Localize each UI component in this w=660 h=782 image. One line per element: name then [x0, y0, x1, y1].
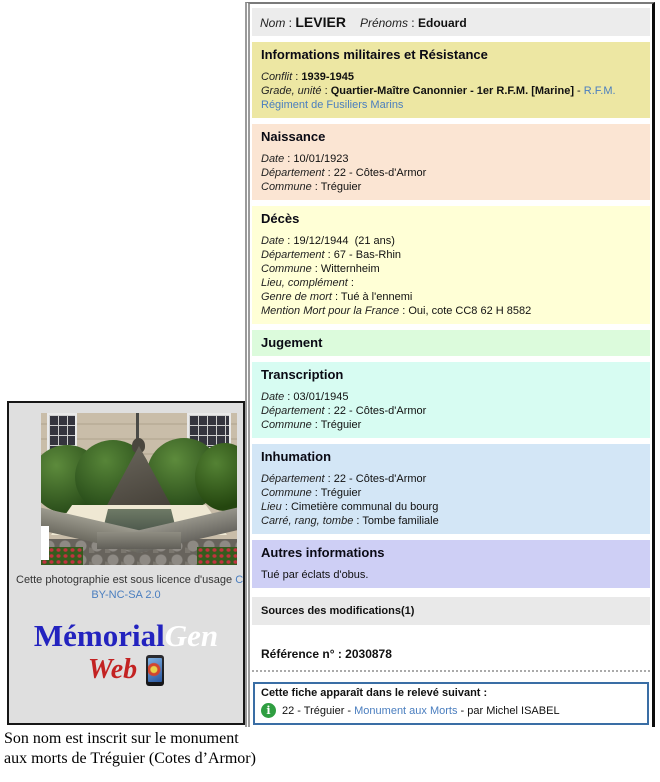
field-transcription-date: Date : 03/01/1945 — [261, 391, 349, 403]
field-grade-unite: Grade, unité : Quartier-Maître Canonnier - 1er R.F.M. [Marine] - R.F.M. Régiment de Fusiliers Marins — [261, 85, 616, 111]
field-death-mention: Mention Mort pour la France : Oui, cote CC8 62 H 8582 — [261, 305, 532, 317]
logo-gen: Gen — [164, 618, 219, 653]
reference-line: Référence n° : 2030878 — [261, 647, 392, 661]
field-death-dept: Département : 67 - Bas-Rhin — [261, 249, 402, 261]
photo-watermark — [41, 526, 49, 560]
caption — [4, 729, 256, 769]
field-death-date: Date : 19/12/1944 (21 ans) — [261, 235, 395, 247]
field-birth-date: Date : 10/01/1923 — [261, 153, 349, 165]
caption-line2: aux morts de Tréguier (Cotes d’Armor) — [4, 750, 256, 767]
photo-panel — [7, 401, 245, 725]
other-info-text: Tué par éclats d'obus. — [261, 569, 369, 581]
red-flowers — [197, 547, 237, 565]
unit-link[interactable]: R.F.M. Régiment de Fusiliers Marins — [261, 85, 616, 111]
section-burial-header: Inhumation — [261, 449, 332, 464]
releve-entry — [261, 703, 641, 718]
logo-web-line — [9, 654, 243, 686]
license-link-start[interactable]: C — [235, 574, 243, 586]
license-link-line — [9, 589, 243, 601]
prenoms-value: Edouard — [417, 16, 467, 30]
field-death-commune: Commune : Witternheim — [261, 263, 380, 275]
releve-box — [253, 682, 649, 725]
field-burial-dept: Département : 22 - Côtes-d'Armor — [261, 473, 427, 485]
field-conflit: Conflit : 1939-1945 — [261, 71, 354, 83]
dotted-separator — [252, 670, 650, 672]
section-judgment-header: Jugement — [261, 335, 323, 350]
field-burial-lieu: Lieu : Cimetière communal du bourg — [261, 501, 439, 513]
section-transcription — [252, 362, 650, 438]
license-text: Cette photographie est sous licence d'usage C — [16, 574, 243, 586]
caption-line1: Son nom est inscrit sur le monument — [4, 730, 239, 747]
section-death — [252, 206, 650, 324]
field-death-lieu: Lieu, complément : — [261, 277, 354, 289]
monument-link[interactable]: Monument aux Morts — [354, 704, 458, 717]
section-military — [252, 42, 650, 118]
section-burial — [252, 444, 650, 534]
section-other-info-header: Autres informations — [261, 545, 385, 560]
section-military-header: Informations militaires et Résistance — [261, 47, 488, 62]
section-birth — [252, 124, 650, 200]
field-transcription-commune: Commune : Tréguier — [261, 419, 362, 431]
field-death-genre: Genre de mort : Tué à l'ennemi — [261, 291, 413, 303]
reference-value: 2030878 — [345, 647, 392, 661]
logo-memorial: Mémorial — [33, 618, 165, 653]
field-birth-dept: Département : 22 - Côtes-d'Armor — [261, 167, 427, 179]
license-link[interactable]: BY-NC-SA 2.0 — [91, 589, 161, 601]
field-birth-commune: Commune : Tréguier — [261, 181, 362, 193]
releve-title: Cette fiche apparaît dans le relevé suivant : — [261, 687, 488, 699]
reference-label: Référence n° — [261, 647, 335, 661]
sources-toggle[interactable]: Sources des modifications(1) — [252, 597, 650, 625]
nom-label: Nom — [260, 16, 286, 30]
field-burial-carre: Carré, rang, tombe : Tombe familiale — [261, 515, 439, 527]
logo-web: Web — [87, 654, 138, 685]
info-icon: i — [261, 703, 276, 718]
prenoms-label: Prénoms — [359, 16, 408, 30]
section-judgment — [252, 330, 650, 356]
smartphone-icon — [146, 655, 164, 686]
field-transcription-dept: Département : 22 - Côtes-d'Armor — [261, 405, 427, 417]
record-card — [245, 2, 655, 727]
section-transcription-header: Transcription — [261, 367, 344, 382]
identity-bar — [252, 8, 650, 36]
monument-photo[interactable] — [41, 413, 237, 565]
memorialgenweb-logo — [9, 620, 243, 651]
stone-curb — [97, 532, 181, 549]
section-death-header: Décès — [261, 211, 300, 226]
section-birth-header: Naissance — [261, 129, 326, 144]
separator: : — [285, 16, 296, 30]
nom-value: LEVIER — [295, 14, 346, 30]
section-other-info — [252, 540, 650, 588]
separator: : — [407, 16, 418, 30]
field-burial-commune: Commune : Tréguier — [261, 487, 362, 499]
releve-entry-text: 22 - Tréguier - Monument aux Morts - par Michel ISABEL — [282, 704, 560, 717]
